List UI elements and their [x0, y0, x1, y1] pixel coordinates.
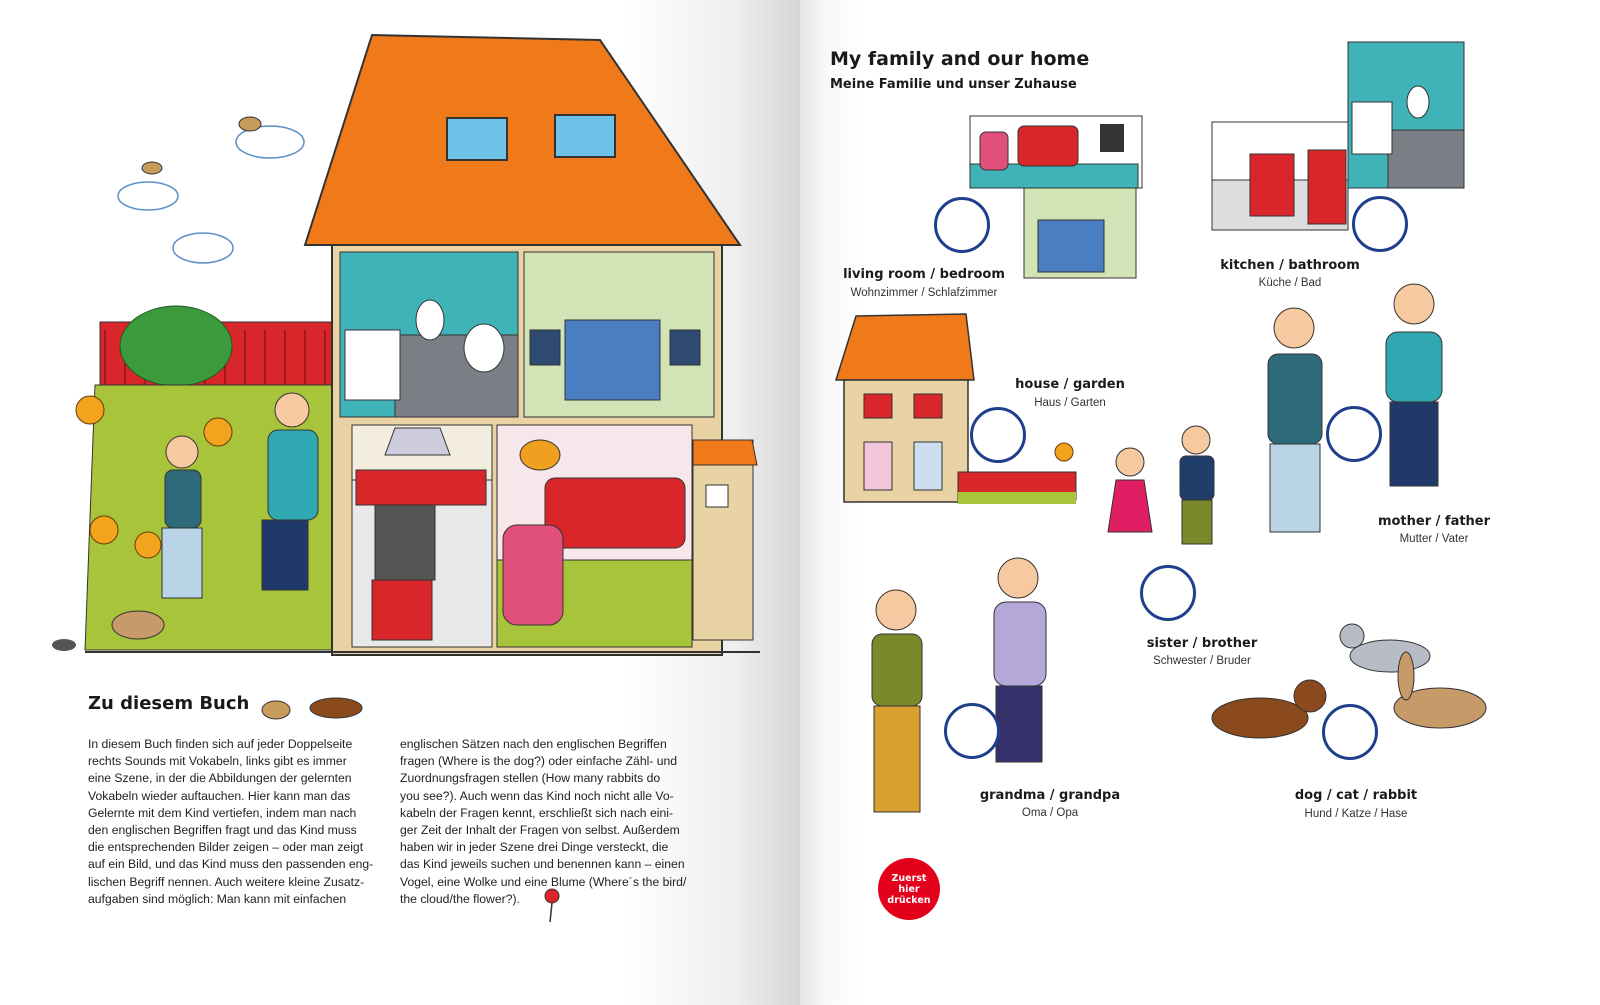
about-text-column-1 — [88, 736, 384, 908]
text-line: das Kind jeweils suchen und benennen kann – einen — [400, 857, 685, 872]
sound-button-dog-cat-rabbit[interactable] — [1322, 704, 1378, 760]
text-line: den englischen Begriffen fragt und das Kind muss — [88, 823, 357, 838]
sound-button-house-garden[interactable] — [970, 407, 1026, 463]
house-scene-illustration — [0, 0, 800, 680]
bush — [120, 306, 232, 386]
vocab-en-mother-father: mother / father — [1377, 514, 1491, 529]
kitchen-bathroom-illustration — [1208, 40, 1468, 235]
flower-icon — [540, 886, 570, 926]
vocab-de-house-garden: Haus / Garten — [1034, 397, 1106, 409]
text-line: you see?). Auch wenn das Kind noch nicht alle Vo- — [400, 788, 674, 803]
vocab-en-dog-cat-rabbit: dog / cat / rabbit — [1294, 788, 1418, 803]
page-title: My family and our home — [830, 48, 1090, 70]
vocab-de-sister-brother: Schwester / Bruder — [1153, 655, 1251, 667]
vocab-de-mother-father: Mutter / Vater — [1399, 533, 1469, 545]
text-line: lischen Begriff nennen. Auch weitere kleine Zusatz- — [88, 874, 365, 889]
cloud-icon — [118, 126, 304, 263]
sound-button-kitchen-bathroom[interactable] — [1352, 196, 1408, 252]
page-subtitle: Meine Familie und unser Zuhause — [830, 77, 1077, 92]
vocab-en-sister-brother: sister / brother — [1146, 636, 1258, 651]
bedroom-room — [524, 252, 714, 417]
text-line: rechts Sounds mit Vokabeln, links gibt es immer — [88, 754, 347, 769]
roof-window — [555, 115, 615, 157]
text-line: kabeln der Fragen kennt, erschließt sich nach eini- — [400, 805, 674, 820]
mouse-icon — [52, 639, 76, 651]
bird-and-dog-icon — [258, 690, 368, 730]
vocab-en-grandma-grandpa: grandma / grandpa — [979, 788, 1121, 803]
sound-button-grandma-grandpa[interactable] — [944, 703, 1000, 759]
vocab-en-kitchen-bathroom: kitchen / bathroom — [1220, 258, 1360, 273]
text-line: In diesem Buch finden sich auf jeder Doppelseite — [88, 737, 353, 751]
sister-brother-illustration — [1100, 402, 1250, 552]
vocab-de-grandma-grandpa: Oma / Opa — [1021, 807, 1079, 819]
sound-button-mother-father[interactable] — [1326, 406, 1382, 462]
annex — [693, 440, 753, 640]
text-line: Vokabeln wieder auftauchen. Hier kann man das — [88, 788, 351, 803]
text-line: englischen Sätzen nach den englischen Begriffen — [400, 737, 667, 751]
living-room-bedroom-illustration — [966, 112, 1146, 282]
text-line: Vogel, eine Wolke und eine Blume (Where´s the bird/ — [400, 874, 687, 889]
text-line: aufgaben sind möglich: Man kann mit einfachen — [88, 891, 347, 906]
vocab-de-kitchen-bathroom: Küche / Bad — [1258, 277, 1322, 289]
text-line: fragen (Where is the dog?) oder einfache Zähl- und — [400, 754, 678, 769]
text-line: Zuordnungsfragen stellen (How many rabbits do — [400, 771, 661, 786]
rabbit-icon — [112, 611, 164, 639]
roof — [305, 35, 740, 245]
text-line: eine Szene, in der die Abbildungen der gelernten — [88, 771, 352, 786]
sound-button-living-room-bedroom[interactable] — [934, 197, 990, 253]
vocab-de-dog-cat-rabbit: Hund / Katze / Hase — [1304, 808, 1408, 820]
text-line: ger Zeit der Inhalt der Fragen von selbst. Außerdem — [400, 823, 680, 838]
house-garden-illustration — [826, 312, 1086, 512]
bathroom-room — [340, 252, 518, 417]
text-line: haben wir in jeder Szene drei Dinge versteckt, die — [400, 840, 669, 855]
vocab-en-house-garden: house / garden — [1015, 377, 1125, 392]
about-heading: Zu diesem Buch — [88, 693, 250, 714]
father-figure — [162, 436, 202, 598]
text-line: die entsprechenden Bilder zeigen – oder man zeigt — [88, 840, 364, 855]
vocab-en-living-room-bedroom: living room / bedroom — [843, 267, 1005, 282]
about-text-column-2 — [400, 736, 696, 908]
text-line: Gelernte mit dem Kind vertiefen, indem man nach — [88, 805, 357, 820]
press-here-first-button[interactable]: Zuerst hier drücken — [878, 858, 940, 920]
vocab-de-living-room-bedroom: Wohnzimmer / Schlafzimmer — [850, 287, 998, 299]
text-line: the cloud/the flower?). — [400, 891, 520, 906]
text-line: auf ein Bild, und das Kind muss den passenden eng- — [88, 857, 374, 872]
sound-button-sister-brother[interactable] — [1140, 565, 1196, 621]
kitchen-room — [352, 425, 492, 647]
living-room — [497, 425, 692, 647]
roof-window — [447, 118, 507, 160]
